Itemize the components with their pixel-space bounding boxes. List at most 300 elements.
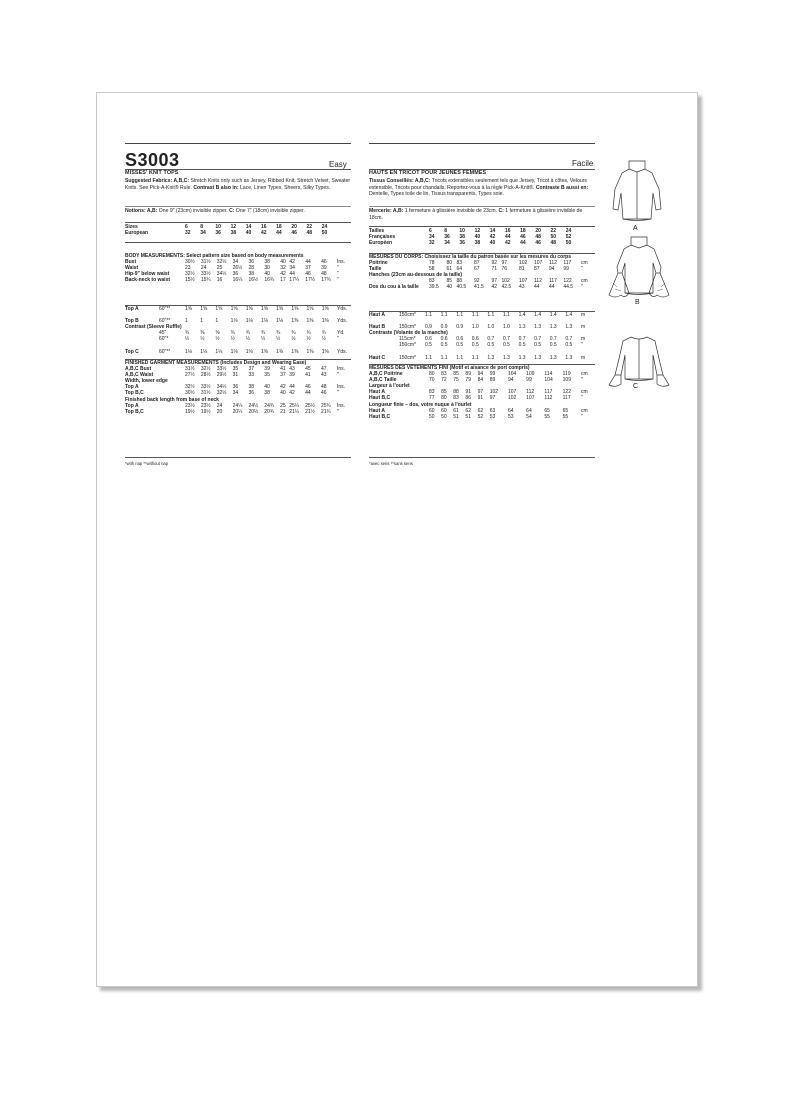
cell: 0.7: [549, 336, 557, 343]
row-label: Françaises: [369, 234, 396, 241]
cell: 60: [441, 407, 447, 414]
rule: [369, 457, 595, 458]
cell: 12: [230, 224, 237, 230]
cell: 25¼: [289, 402, 299, 409]
cell: 87: [473, 260, 480, 267]
cell: 36: [248, 259, 255, 266]
title-en: MISSES' KNIT TOPS: [125, 170, 179, 176]
cell: 51: [453, 413, 459, 420]
cell: 40: [264, 384, 270, 391]
cell: 33: [248, 372, 254, 379]
cell: 40: [280, 390, 286, 397]
cell: m: [581, 312, 586, 318]
cell: 0.7: [534, 336, 542, 343]
cell: 60"**: [159, 348, 171, 355]
cell: 37: [305, 265, 311, 272]
row-label: Haut B: [369, 324, 386, 331]
cell: ": [337, 265, 339, 272]
cell: 1.3: [549, 324, 557, 331]
cell: 47: [320, 366, 327, 373]
cell: 89: [465, 371, 471, 378]
cell: 112: [533, 278, 542, 285]
cell: 114: [544, 371, 553, 378]
cell: ½: [200, 336, 205, 343]
cell: 38: [459, 234, 465, 241]
cell: 40: [245, 230, 252, 237]
cell: 60"**: [159, 306, 171, 312]
cell: 32½: [185, 271, 195, 278]
cell: cm: [581, 371, 588, 378]
cell: 91: [465, 389, 471, 396]
cell: ¾: [245, 330, 250, 337]
footnote-en: *with nap **without nap: [125, 461, 169, 466]
cell: 78: [429, 260, 435, 267]
section-heading: Contraste (Volante de la manche): [369, 330, 448, 337]
cell: 25¾: [320, 402, 331, 409]
cell: 41.5: [473, 284, 484, 291]
cell: 32: [280, 265, 286, 272]
cell: 1⅛: [230, 348, 238, 355]
section-heading: MESURES DES VÊTEMENTS FINI (Motif et aisance de port compris): [369, 365, 530, 371]
cell: 0.5: [440, 342, 448, 349]
cell: 42: [280, 271, 286, 278]
cell: 34: [429, 234, 435, 241]
cell: 34½: [216, 384, 227, 391]
row-label: Top A: [125, 306, 139, 312]
cell: 109: [526, 371, 535, 378]
cell: [337, 230, 351, 236]
cell: 97: [477, 389, 484, 396]
cell: 44: [276, 230, 282, 237]
cell: 48: [535, 234, 541, 241]
cell: 80: [446, 260, 453, 267]
cell: 1.4: [565, 312, 573, 318]
row-label: Top B,C: [125, 390, 144, 397]
row-label: A,B,C Taille: [369, 377, 397, 384]
cell: 27½: [185, 372, 195, 379]
cell: 17: [280, 277, 286, 284]
cell: 85: [446, 278, 453, 285]
cell: 1.1: [425, 354, 432, 361]
cell: 16: [216, 277, 223, 284]
cell: 42: [504, 240, 511, 247]
footnote-fr: *avec sens **sans sens: [369, 461, 413, 466]
cell: 36: [232, 271, 239, 278]
cell: 34½: [216, 271, 227, 278]
cell: 0.5: [487, 342, 495, 349]
cell: 112: [526, 389, 535, 396]
cell: 18: [276, 224, 282, 230]
cell: ½: [291, 336, 296, 343]
cell: 8: [200, 224, 203, 230]
cell: 1.1: [487, 312, 495, 318]
view-a-sketch: [605, 157, 669, 227]
cell: 92: [491, 260, 498, 267]
cell: 1⅜: [306, 348, 314, 355]
cell: 38: [248, 384, 254, 391]
cell: 22: [550, 228, 557, 234]
cell: 97: [489, 395, 496, 402]
cell: 1.1: [502, 312, 510, 318]
cell: 83: [453, 395, 459, 402]
cell: 1⅜: [260, 348, 268, 355]
cell: 1.4: [534, 312, 542, 318]
cell: 79: [465, 377, 471, 384]
cell: 85: [453, 371, 459, 378]
cell: 36: [459, 240, 465, 247]
row-label: Top A: [125, 384, 139, 391]
cell: 24½: [248, 402, 259, 409]
cell: 0.5: [425, 342, 432, 349]
yardage-fr: [369, 312, 595, 361]
cell: 1: [215, 318, 219, 325]
header-rule-fr: [369, 143, 595, 144]
cell: 6: [429, 228, 432, 234]
cell: 24: [200, 265, 207, 272]
cell: 64: [526, 407, 532, 414]
cell: ": [337, 277, 339, 284]
cell: 8: [444, 228, 447, 234]
table-row: [369, 414, 595, 420]
sizes-table-fr: [369, 228, 595, 246]
cell: 1.3: [518, 354, 526, 361]
cell: 62: [477, 407, 484, 414]
cell: 83: [441, 371, 447, 378]
cell: 65: [562, 407, 569, 414]
cell: 16: [504, 228, 511, 234]
cell: 46: [291, 230, 297, 237]
table-row: [369, 355, 595, 361]
header-rule-en: [125, 143, 351, 144]
cell: 1.1: [440, 354, 448, 361]
view-c-sketch: [603, 333, 675, 387]
cell: 31½: [185, 366, 195, 373]
cell: 45: [305, 366, 311, 373]
cell: 1.3: [565, 354, 573, 361]
cell: 1.3: [487, 354, 495, 361]
cell: 24: [565, 228, 572, 234]
cell: 34: [444, 240, 450, 247]
cell: 83: [456, 260, 463, 267]
cell: 20½: [248, 408, 259, 415]
cell: 54: [526, 413, 532, 420]
cell: 41: [305, 372, 311, 379]
row-label: A,B,C Poitrine: [369, 371, 403, 378]
cell: cm: [581, 260, 588, 267]
cell: ½: [260, 336, 266, 343]
cell: ¾: [276, 330, 281, 337]
cell: 40.5: [456, 284, 467, 291]
cell: 46: [535, 240, 541, 247]
cell: 43: [320, 372, 327, 379]
cell: 1⅝: [200, 306, 208, 312]
cell: 33½: [200, 384, 211, 391]
cell: 16: [260, 224, 267, 230]
cell: 117: [544, 389, 553, 396]
section-heading: Finished back length from base of neck: [125, 396, 219, 403]
title-fr: HAUTS EN TRICOT POUR JEUNES FEMMES: [369, 170, 487, 176]
cell: ": [581, 377, 583, 384]
cell: 50: [441, 413, 447, 420]
cell: 32½: [185, 384, 195, 391]
cell: 1⅝: [321, 306, 329, 312]
cell: 71: [491, 266, 498, 273]
cell: 107: [507, 389, 517, 396]
cell: 36: [215, 230, 221, 237]
cell: 21: [280, 408, 286, 415]
yardage-en: [125, 306, 351, 355]
cell: 107: [526, 395, 535, 402]
cell: ⅝: [215, 330, 220, 337]
cell: 39.5: [429, 284, 439, 291]
cell: 21½: [305, 408, 315, 415]
cell: ": [581, 342, 583, 349]
cell: m: [581, 354, 586, 361]
cell: ": [581, 266, 583, 273]
cell: 1.0: [502, 324, 510, 331]
cell: 53: [489, 413, 496, 420]
cell: 42: [289, 259, 295, 266]
cell: 42.5: [501, 284, 512, 291]
cell: 18: [520, 228, 526, 234]
cell: 44: [504, 234, 511, 241]
rule: [125, 242, 351, 243]
cell: 23: [185, 265, 191, 272]
cell: 1⅛: [215, 348, 223, 355]
cell: 60"**: [159, 318, 171, 325]
cell: 30½: [185, 390, 195, 397]
cell: 1.1: [425, 312, 432, 318]
view-b-label: B: [635, 299, 640, 306]
cell: 0.6: [471, 336, 479, 343]
pattern-code: S3003: [125, 150, 180, 170]
view-c-label: C: [633, 383, 639, 390]
cell: 84: [477, 377, 484, 384]
table-row: [125, 349, 351, 355]
section-heading: Contrast (Sleeve Ruffle): [125, 324, 182, 331]
cell: 20¾: [264, 408, 275, 415]
cell: 88: [453, 389, 459, 396]
cell: 46: [305, 271, 311, 278]
cell: 32½: [216, 390, 227, 397]
cell: 99: [563, 266, 569, 273]
cell: 60"*: [159, 336, 169, 343]
cell: 117: [563, 260, 572, 267]
cell: ½: [215, 336, 220, 343]
cell: 16½: [248, 277, 259, 284]
cell: 1⅝: [185, 306, 192, 312]
row-label: Tailles: [369, 228, 385, 234]
cell: 20: [216, 408, 223, 415]
cell: 21¼: [289, 408, 299, 415]
cell: 39: [264, 366, 270, 373]
cell: 1⅛: [245, 318, 253, 325]
cell: 0.6: [456, 336, 464, 343]
cell: 24¾: [264, 402, 275, 409]
view-b-sketch: [603, 233, 675, 301]
fabrics-en: Suggested Fabrics: A,B,C: Stretch Knits only such as Jersey, Ribbed Knit, Stretch Velvet, Sweater Knits. See Pick-A-Knit® Rule. Contrast B also in: Lace, Linen Types, Sheers, Silky Types.: [125, 178, 351, 191]
cell: 117: [548, 278, 557, 285]
row-label: Waist: [125, 265, 139, 272]
cell: 1.3: [565, 324, 573, 331]
cell: 1.4: [518, 312, 526, 318]
cell: 88: [456, 278, 463, 285]
cell: Ins.: [337, 259, 346, 266]
cell: 32: [429, 240, 435, 247]
cell: 38: [474, 240, 481, 247]
row-label: Dos du cou à la taille: [369, 284, 419, 291]
cell: 97: [501, 260, 508, 267]
cell: 40: [474, 234, 481, 241]
cell: 23½: [200, 402, 211, 409]
pattern-envelope-back: [96, 92, 698, 987]
fabrics-fr: Tissus Conseillés: A,B,C: Tricots extensibles seulement tels que Jersey, Tricot à côtes, Velours extensible, Tricots pour chandails. Reportez-vous à la règle Pick-A-Knit®. Contraste B aussi en: Dentelle, Types toile de lin, Tissus transparents, Types soie.: [369, 178, 589, 197]
cell: 112: [544, 395, 553, 402]
cell: 99: [526, 377, 532, 384]
cell: 75: [453, 377, 459, 384]
cell: 99: [489, 371, 496, 378]
cell: ": [337, 372, 339, 379]
cell: 1⅝: [230, 306, 238, 312]
cell: ½: [185, 336, 190, 343]
cell: 46: [320, 390, 327, 397]
cell: 67: [473, 266, 480, 273]
cell: 44: [289, 271, 295, 278]
cell: 50: [321, 230, 328, 237]
row-label: A,B,C Bust: [125, 366, 152, 373]
row-label: Back-neck to waist: [125, 277, 171, 284]
cell: 150cm*: [399, 324, 416, 331]
cell: ¾: [291, 330, 296, 337]
finished-measurements-fr: [369, 365, 595, 420]
row-label: Haut A: [369, 407, 385, 414]
cell: 112: [548, 260, 557, 267]
cell: 1⅝: [291, 306, 299, 312]
cell: 0.6: [425, 336, 432, 343]
cell: 83: [429, 278, 435, 285]
cell: 1⅜: [321, 318, 329, 325]
table-row: [125, 409, 351, 415]
section-heading: Width, lower edge: [125, 378, 168, 385]
cell: 77: [429, 395, 435, 402]
cell: 60: [429, 407, 435, 414]
cell: 107: [533, 260, 543, 267]
cell: 6: [185, 224, 188, 230]
row-label: Haut C: [369, 354, 386, 361]
cell: 44.5: [563, 284, 574, 291]
cell: 14: [489, 228, 496, 234]
cell: 34: [232, 390, 239, 397]
cell: 55: [544, 413, 550, 420]
cell: 44: [520, 240, 526, 247]
row-label: Top B: [125, 318, 139, 325]
cell: 42: [280, 384, 286, 391]
cell: 50: [429, 413, 435, 420]
cell: 42: [491, 284, 498, 291]
cell: 94: [507, 377, 514, 384]
cell: 1.0: [471, 324, 479, 331]
cell: 0.5: [534, 342, 542, 349]
cell: 1.0: [487, 324, 495, 331]
difficulty-en: Easy: [329, 160, 347, 169]
cell: 40: [489, 240, 496, 247]
cell: 102: [489, 389, 499, 396]
cell: 1⅛: [276, 318, 284, 325]
row-label: Top B,C: [125, 408, 144, 415]
cell: ": [581, 413, 583, 420]
cell: 85: [441, 389, 447, 396]
cell: 19½: [200, 408, 211, 415]
cell: 32: [185, 230, 191, 237]
cell: cm: [581, 278, 588, 285]
cell: 61: [446, 266, 453, 273]
table-row: [369, 254, 595, 260]
cell: ": [337, 271, 339, 278]
cell: Yds.: [337, 348, 348, 355]
cell: 39: [321, 265, 327, 272]
cell: 1⅝: [260, 306, 268, 312]
cell: 94: [477, 371, 484, 378]
cell: 48: [321, 271, 327, 278]
cell: 1⅜: [321, 348, 329, 355]
row-label: Hip-9" below waist: [125, 271, 170, 278]
cell: 29½: [216, 372, 227, 379]
cell: Yd.: [337, 330, 345, 337]
cell: 107: [518, 278, 528, 285]
row-label: Top C: [125, 348, 139, 355]
row-label: Bust: [125, 259, 137, 266]
cell: 15¾: [200, 277, 211, 284]
cell: ¾: [185, 330, 190, 337]
cell: m: [581, 324, 586, 331]
cell: 34: [200, 230, 206, 237]
cell: 39: [289, 372, 295, 379]
row-label: Poitrine: [369, 260, 388, 267]
cell: 33½: [200, 271, 211, 278]
cell: 12: [474, 228, 481, 234]
cell: 81: [518, 266, 525, 273]
cell: 40: [446, 284, 453, 291]
cell: ½: [245, 336, 250, 343]
cell: 40: [264, 271, 270, 278]
cell: 1: [185, 318, 188, 325]
cell: ½: [321, 336, 326, 343]
cell: 41: [280, 366, 286, 373]
cell: 25: [216, 265, 223, 272]
cell: 58: [429, 266, 435, 273]
cell: 45": [159, 330, 167, 337]
cell: 1: [200, 318, 203, 325]
cell: 46: [321, 259, 327, 266]
cell: 52: [477, 413, 484, 420]
cell: 44: [548, 284, 555, 291]
cell: 62: [465, 407, 471, 414]
row-label: Haut A: [369, 389, 385, 396]
cell: 37: [280, 372, 286, 379]
cell: 53: [507, 413, 514, 420]
row-label: Taille: [369, 266, 382, 273]
cell: 72: [441, 377, 447, 384]
cell: 48: [320, 384, 327, 391]
cell: 0.5: [549, 342, 557, 349]
cell: 15½: [185, 277, 195, 284]
cell: 1⅛: [200, 348, 208, 355]
cell: 102: [507, 395, 517, 402]
cell: 1.1: [456, 312, 464, 318]
cell: 1⅜: [245, 348, 253, 355]
cell: 64: [456, 266, 463, 273]
cell: 64: [507, 407, 514, 414]
